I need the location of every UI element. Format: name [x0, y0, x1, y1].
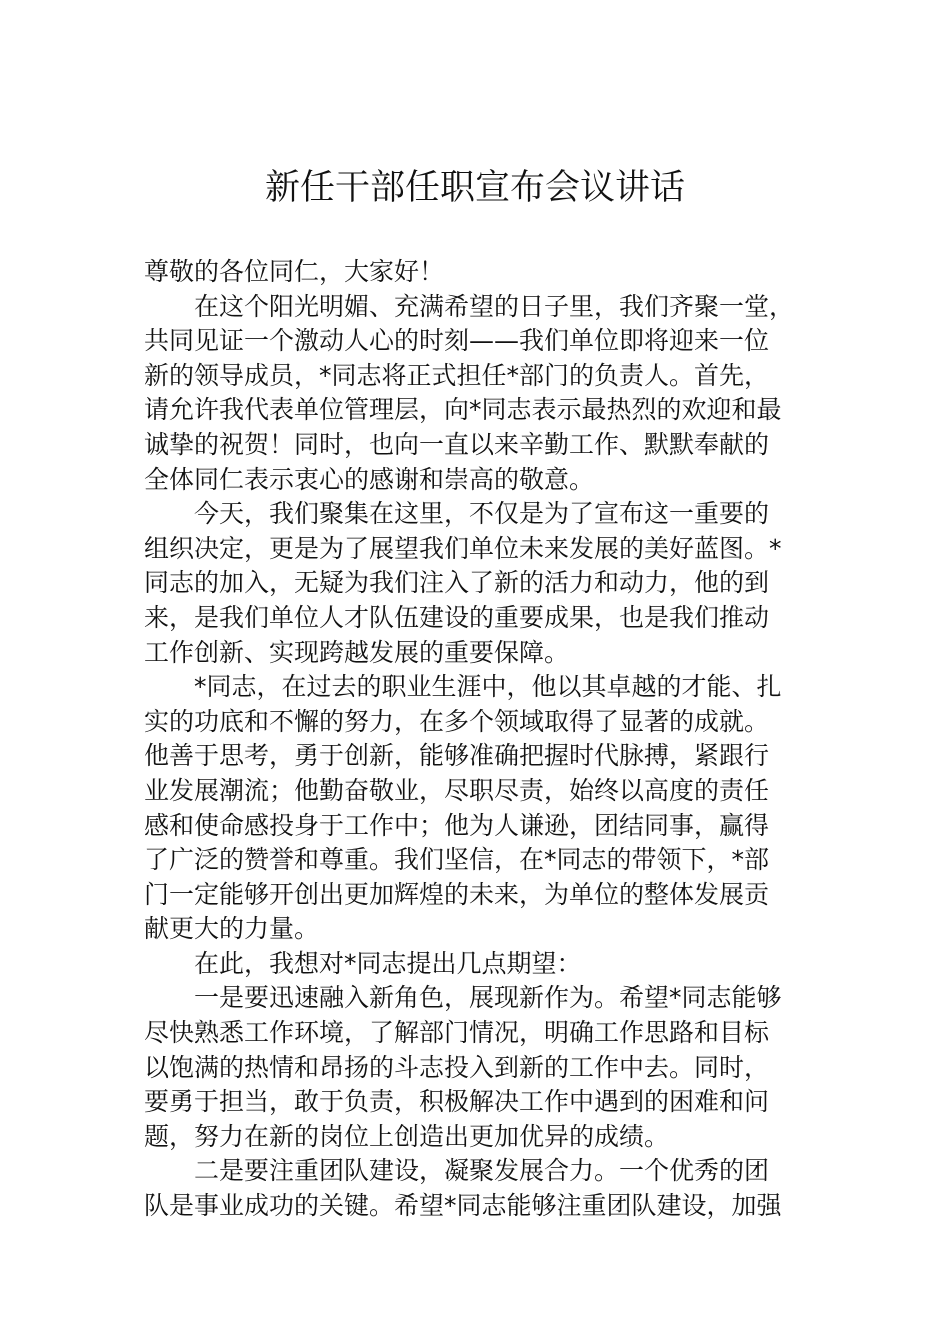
- text-line: 了广泛的赞誉和尊重。我们坚信，在*同志的带领下，*部: [144, 845, 770, 875]
- text-line: 他善于思考，勇于创新，能够准确把握时代脉搏，紧跟行: [144, 741, 770, 771]
- text-line: 尽快熟悉工作环境，了解部门情况，明确工作思路和目标: [144, 1018, 770, 1048]
- document-body: [144, 255, 844, 1224]
- text-line: 一是要迅速融入新角色，展现新作为。希望*同志能够: [194, 983, 782, 1013]
- text-line: 今天，我们聚集在这里，不仅是为了宣布这一重要的: [194, 499, 770, 529]
- text-line: 门一定能够开创出更加辉煌的未来，为单位的整体发展贡: [144, 879, 770, 909]
- text-line: 队是事业成功的关键。希望*同志能够注重团队建设，加强: [144, 1191, 782, 1221]
- text-line: 工作创新、实现跨越发展的重要保障。: [144, 637, 570, 667]
- text-line: 全体同仁表示衷心的感谢和崇高的敬意。: [144, 464, 595, 494]
- text-line: 共同见证一个激动人心的时刻——我们单位即将迎来一位: [144, 326, 770, 356]
- text-line: 尊敬的各位同仁，大家好！: [144, 257, 445, 286]
- text-line: 来，是我们单位人才队伍建设的重要成果，也是我们推动: [144, 602, 770, 632]
- text-line: 新的领导成员，*同志将正式担任*部门的负责人。首先，: [144, 360, 770, 390]
- text-line: 在此，我想对*同志提出几点期望：: [194, 948, 582, 978]
- text-line: 诚挚的祝贺！同时，也向一直以来辛勤工作、默默奉献的: [144, 429, 770, 459]
- text-line: 献更大的力量。: [144, 914, 320, 944]
- text-line: 业发展潮流；他勤奋敬业，尽职尽责，始终以高度的责任: [144, 775, 770, 805]
- text-line: *同志，在过去的职业生涯中，他以其卓越的才能、扎: [194, 672, 782, 702]
- text-line: 在这个阳光明媚、充满希望的日子里，我们齐聚一堂，: [194, 291, 795, 321]
- text-line: 二是要注重团队建设，凝聚发展合力。一个优秀的团: [194, 1156, 770, 1186]
- text-line: 以饱满的热情和昂扬的斗志投入到新的工作中去。同时，: [144, 1052, 770, 1082]
- text-line: 请允许我代表单位管理层，向*同志表示最热烈的欢迎和最: [144, 395, 782, 425]
- document-title: 新任干部任职宣布会议讲话: [264, 168, 685, 208]
- text-line: 要勇于担当，敢于负责，积极解决工作中遇到的困难和问: [144, 1087, 770, 1117]
- text-line: 实的功底和不懈的努力，在多个领域取得了显著的成就。: [144, 706, 770, 736]
- text-line: 同志的加入，无疑为我们注入了新的活力和动力，他的到: [144, 568, 770, 598]
- text-line: 题，努力在新的岗位上创造出更加优异的成绩。: [144, 1121, 670, 1151]
- text-line: 感和使命感投身于工作中；他为人谦逊，团结同事，赢得: [144, 810, 770, 840]
- text-line: 组织决定，更是为了展望我们单位未来发展的美好蓝图。*: [144, 533, 782, 563]
